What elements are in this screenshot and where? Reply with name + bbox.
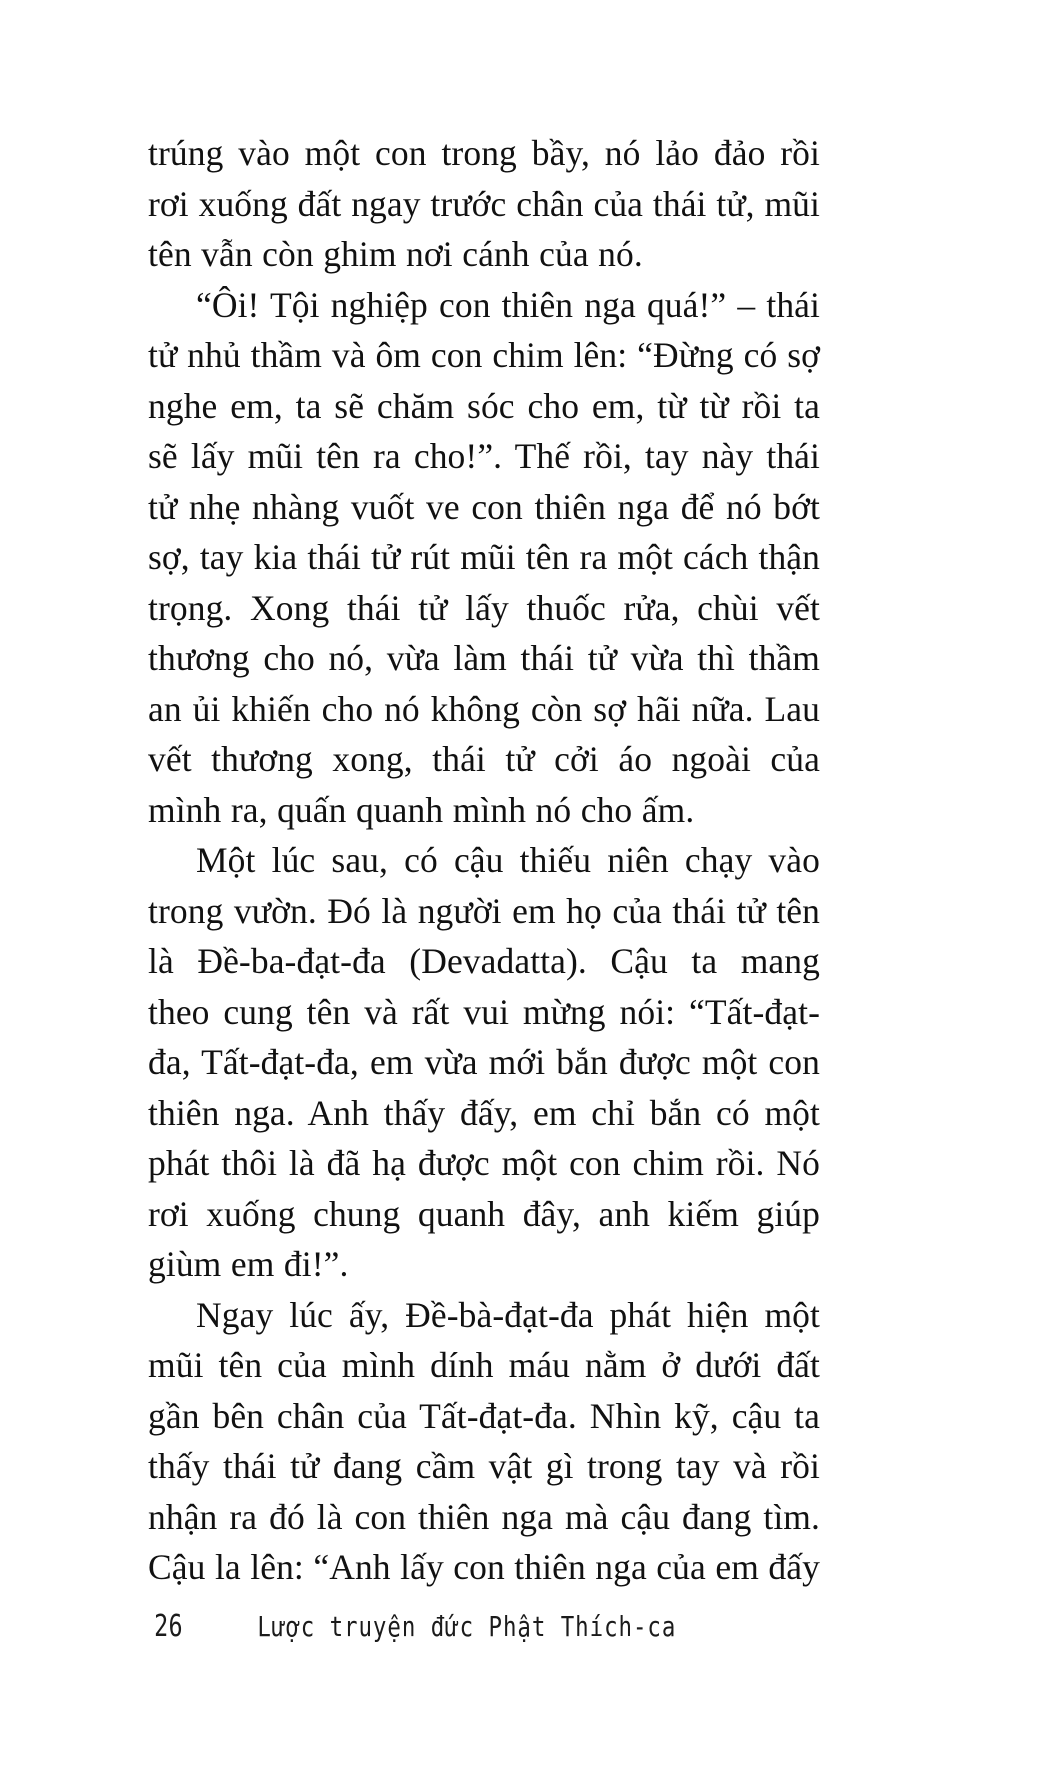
paragraph-continued: trúng vào một con trong bầy, nó lảo đảo rồi rơi xuống đất ngay trước chân của thái tử, mũi tên vẫn còn ghim nơi cánh của nó. — [148, 133, 820, 274]
book-title: Lược truyện đức Phật Thích-ca — [257, 1610, 677, 1643]
paragraph-devadatta-claims: Ngay lúc ấy, Đề-bà-đạt-đa phát hiện một mũi tên của mình dính máu nằm ở dưới đất gần bên chân của Tất-đạt-đa. Nhìn kỹ, cậu ta thấy thái tử đang cầm vật gì trong tay và rồi nhận ra đó là con thiên nga mà cậu đang tìm. Cậu la lên: “Anh lấy con thiên nga của em đấy — [148, 1294, 820, 1587]
page-text-block — [148, 128, 820, 1593]
running-footer — [150, 1609, 729, 1644]
page-number: 26 — [154, 1609, 184, 1644]
paragraph-swan-rescue: “Ôi! Tội nghiệp con thiên nga quá!” – thái tử nhủ thầm và ôm con chim lên: “Đừng có sợ nghe em, ta sẽ chăm sóc cho em, từ từ rồi ta sẽ lấy mũi tên ra cho!”. Thế rồi, tay này thái tử nhẹ nhàng vuốt ve con thiên nga để nó bớt sợ, tay kia thái tử rút mũi tên ra một cách thận trọng. Xong thái tử lấy thuốc rửa, chùi vết thương cho nó, vừa làm thái tử vừa thì thầm an ủi khiến cho nó không còn sợ hãi nữa. Lau vết thương xong, thái tử cởi áo ngoài của mình ra, quấn quanh mình nó cho ấm. — [148, 284, 820, 830]
paragraph-devadatta-arrives: Một lúc sau, có cậu thiếu niên chạy vào trong vườn. Đó là người em họ của thái tử tên là Đề-ba-đạt-đa (Devadatta). Cậu ta mang theo cung tên và rất vui mừng nói: “Tất-đạt-đa, Tất-đạt-đa, em vừa mới bắn được một con thiên nga. Anh thấy đấy, em chỉ bắn có một phát thôi là đã hạ được một con chim rồi. Nó rơi xuống chung quanh đây, anh kiếm giúp giùm em đi!”. — [148, 840, 820, 1284]
